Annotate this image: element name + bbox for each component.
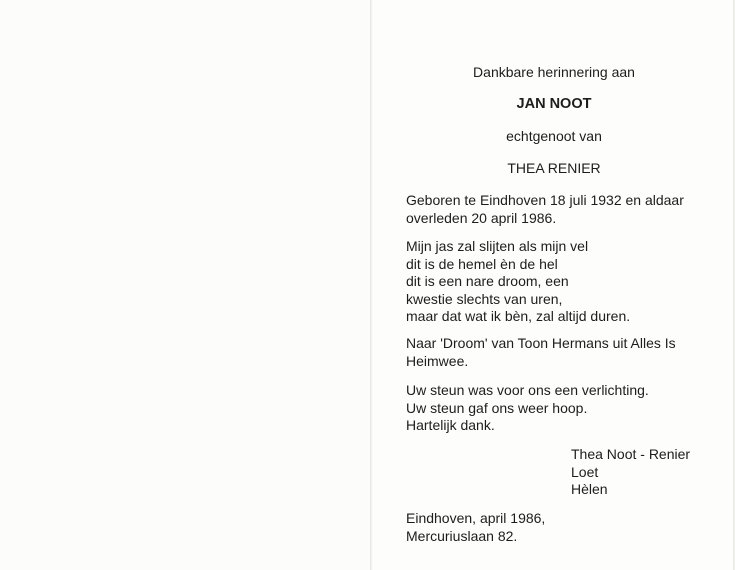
relation-line: echtgenoot van: [506, 128, 602, 144]
address-line: Eindhoven, april 1986,: [406, 510, 546, 526]
family-signature: [571, 446, 690, 499]
poem: [406, 238, 630, 326]
intro-line: Dankbare herinnering aan: [473, 64, 635, 80]
poem-line: Mijn jas zal slijten als mijn vel: [406, 238, 589, 254]
source-line: Heimwee.: [406, 352, 469, 369]
poem-line: kwestie slechts van uren,: [406, 290, 563, 307]
poem-line: maar dat wat ik bèn, zal altijd duren.: [406, 308, 631, 324]
thanks-line: Uw steun gaf ons weer hoop.: [406, 399, 588, 416]
poem-source: [406, 335, 676, 370]
thanks-line: Hartelijk dank.: [406, 417, 495, 433]
address: [406, 510, 545, 545]
address-line: Mercuriuslaan 82.: [406, 527, 518, 544]
thanks-line: Uw steun was voor ons een verlichting.: [406, 382, 649, 398]
signature-line: Loet: [571, 463, 599, 480]
birth-death-text: [406, 192, 684, 227]
poem-line: dit is een nare droom, een: [406, 273, 569, 289]
deceased-name: JAN NOOT: [516, 96, 592, 112]
thanks-text: [406, 382, 649, 435]
signature-line: Thea Noot - Renier: [571, 446, 691, 462]
spouse-name: THEA RENIER: [507, 160, 601, 176]
signature-line: Hèlen: [571, 481, 608, 497]
death-line: overleden 20 april 1986.: [406, 209, 557, 226]
source-line: Naar 'Droom' van Toon Hermans uit Alles Is: [406, 335, 676, 351]
poem-line: dit is de hemel èn de hel: [406, 255, 558, 272]
birth-line: Geboren te Eindhoven 18 juli 1932 en aldaar: [406, 192, 684, 208]
